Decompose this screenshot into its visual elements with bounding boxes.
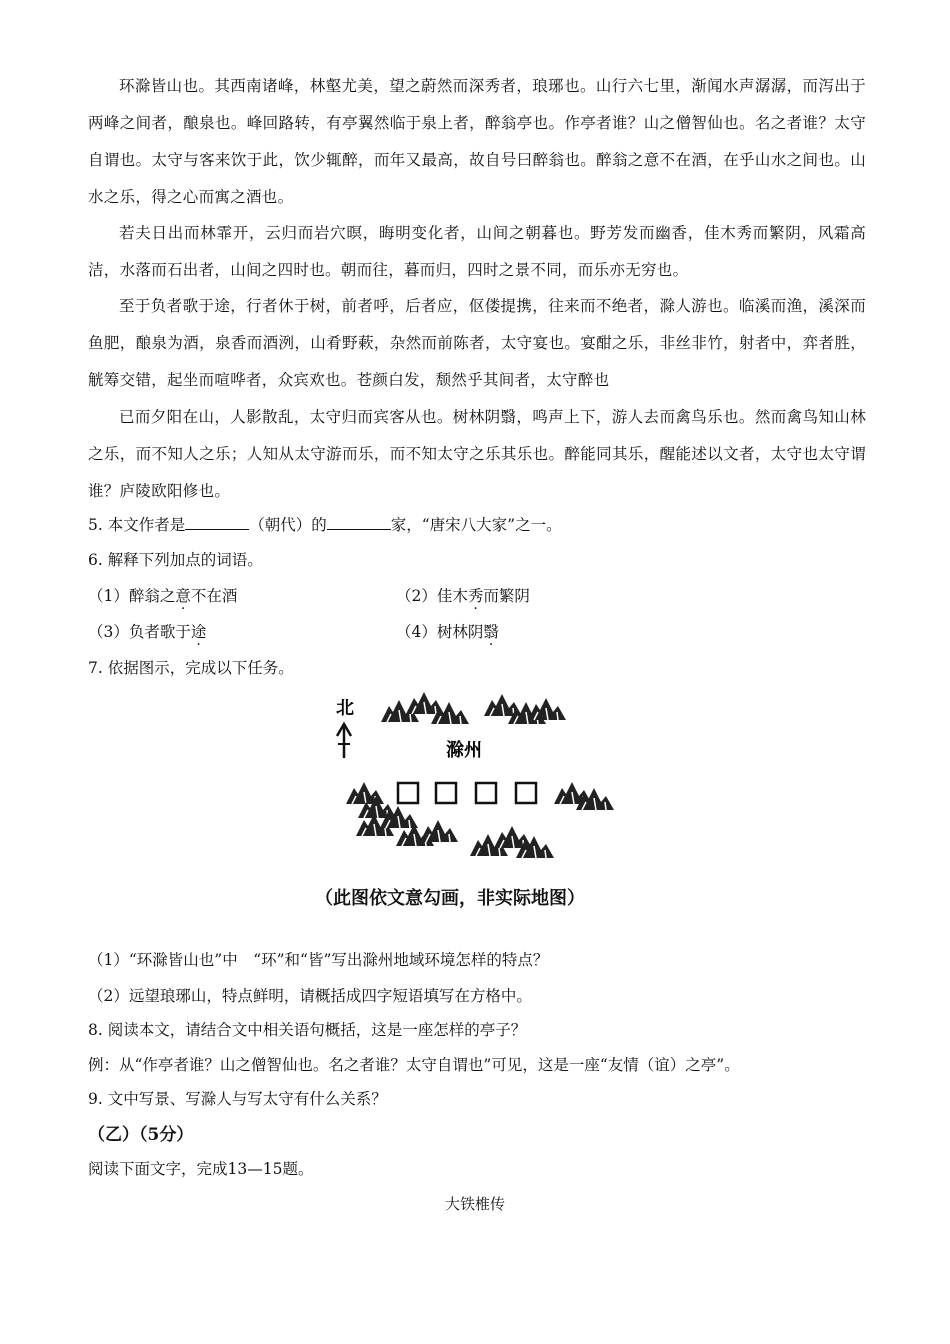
q6-item-3 [88, 620, 206, 642]
mountains-east [554, 782, 614, 810]
q6-item-2-after: 而繁阴 [483, 587, 530, 605]
question-7-title: 7. 依据图示，完成以下任务。 [88, 659, 294, 677]
city-label: 滁州 [446, 740, 482, 761]
answer-box-4[interactable] [516, 783, 536, 803]
question-6-title: 6. 解释下列加点的词语。 [88, 551, 263, 569]
north-label: 北 [336, 698, 354, 719]
answer-box-3[interactable] [476, 783, 496, 803]
section-yi-instruction: 阅读下面文字，完成13—15题。 [88, 1160, 314, 1178]
question-8-title: 8. 阅读本文，请结合文中相关语句概括，这是一座怎样的亭子？ [88, 1021, 527, 1039]
q6-item-3-before: （3）负者歌于 [88, 623, 191, 641]
q6-item-1-before: （1）醉翁之 [88, 587, 176, 605]
mountains-north-right [484, 694, 566, 724]
passage-paragraph-2: 若夫日出而林霏开，云归而岩穴暝，晦明变化者，山间之朝暮也。野芳发而幽香，佳木秀而繁阴，风霜高洁，水落而石出者，山间之四时也。朝而往，暮而归，四时之景不同，而乐亦无穷也。 [88, 224, 866, 279]
story-title: 大铁椎传 [444, 1195, 505, 1213]
blank-author[interactable] [185, 515, 249, 530]
q6-item-4-dotted: 翳 [483, 623, 499, 641]
answer-box-1[interactable] [398, 783, 418, 803]
q5-text-c: 家，“唐宋八大家”之一。 [390, 516, 562, 534]
answer-boxes[interactable] [398, 783, 536, 803]
q6-item-4-before: （4）树林阴 [396, 623, 484, 641]
chuzhou-sketch-map [336, 686, 636, 916]
passage-paragraph-3: 至于负者歌于途，行者休于树，前者呼，后者应，伛偻提携，往来而不绝者，滁人游也。临溪而渔，溪深而鱼肥，酿泉为酒，泉香而酒洌，山肴野蔌，杂然而前陈者，太守宴也。宴酣之乐，非丝非竹，射者中，弈者胜，觥筹交错，起坐而喧哗者，众宾欢也。苍颜白发，颓然乎其间者，太守醉也 [88, 297, 866, 389]
passage-paragraph-1: 环滁皆山也。其西南诸峰，林壑尤美，望之蔚然而深秀者，琅琊也。山行六七里，渐闻水声潺潺，而泻出于两峰之间者，酿泉也。峰回路转，有亭翼然临于泉上者，醉翁亭也。作亭者谁？山之僧智仙也。名之者谁？太守自谓也。太守与客来饮于此，饮少辄醉，而年又最高，故自号曰醉翁也。醉翁之意不在酒，在乎山水之间也。山水之乐，得之心而寓之酒也。 [88, 77, 866, 206]
q6-item-1-dotted: 意 [175, 587, 191, 605]
q5-text-b: （朝代）的 [249, 516, 327, 534]
q7-sub-2: （2）远望琅琊山，特点鲜明，请概括成四字短语填写在方格中。 [88, 987, 532, 1005]
q6-item-1 [88, 584, 237, 606]
blank-identity[interactable] [327, 515, 391, 530]
question-8-example: 例：从“作亭者谁？山之僧智仙也。名之者谁？太守自谓也”可见，这是一座“友情（谊）之亭”。 [88, 1056, 740, 1074]
section-yi-heading: （乙）（5分） [88, 1125, 194, 1145]
q6-item-2-before: （2）佳木 [396, 587, 468, 605]
north-arrow-icon [337, 724, 351, 758]
q6-item-2-dotted: 秀 [467, 587, 484, 605]
q6-item-4 [396, 620, 499, 642]
mountains-north-left [381, 692, 469, 724]
map-drawing [336, 686, 636, 886]
answer-box-2[interactable] [436, 783, 456, 803]
question-5 [88, 513, 562, 535]
q6-item-3-dotted: 途 [190, 623, 207, 641]
q7-sub-1: （1）“环滁皆山也”中 “环”和“皆”写出滁州地域环境怎样的特点？ [88, 951, 549, 969]
q6-item-2 [396, 584, 530, 606]
mountains-south [470, 826, 554, 858]
passage-paragraph-4: 已而夕阳在山，人影散乱，太守归而宾客从也。树林阴翳，鸣声上下，游人去而禽鸟乐也。然而禽鸟知山林之乐，而不知人之乐；人知从太守游而乐，而不知太守之乐其乐也。醉能同其乐，醒能述以文者，太守也太守谓谁？庐陵欧阳修也。 [88, 408, 866, 500]
mountains-west [346, 782, 396, 818]
map-caption: （此图依文意勾画，非实际地图） [315, 888, 585, 909]
q6-item-1-after: 不在酒 [190, 587, 238, 605]
q5-text-a: 5. 本文作者是 [88, 516, 186, 534]
question-9-title: 9. 文中写景、写滁人与写太守有什么关系？ [88, 1090, 387, 1108]
